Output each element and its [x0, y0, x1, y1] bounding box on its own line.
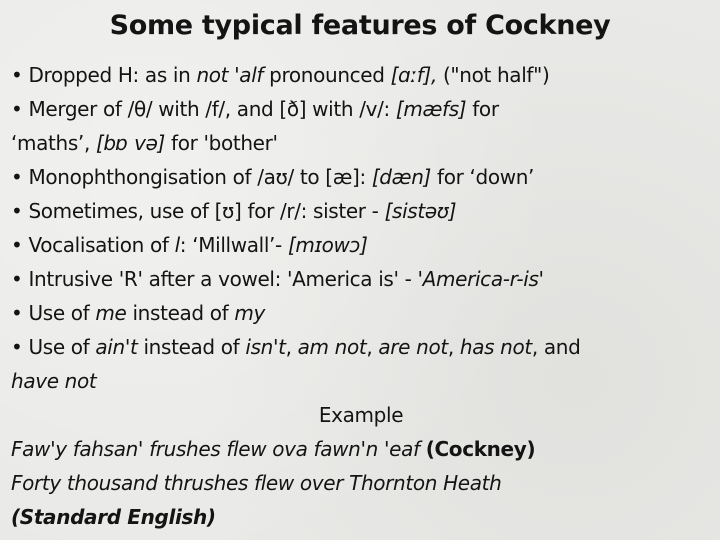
bullet-italic-text: am not [297, 335, 367, 359]
bullet-italic-text: [sistəʊ] [384, 199, 457, 223]
example-standard-label-line [11, 500, 711, 534]
bullet-text: , [366, 335, 379, 359]
bullet-text: instead of [137, 335, 246, 359]
bullet-text: for [466, 97, 499, 121]
bullet-text: for 'bother' [165, 131, 278, 155]
bullet-italic-text: 'America-r-is' [417, 267, 544, 291]
slide-title: Some typical features of Cockney [109, 10, 611, 41]
example-cockney [11, 432, 711, 466]
bullet-italic-text: [mæfs] [395, 97, 467, 121]
bullet-text: : ‘Millwall’- [179, 233, 288, 257]
bullet-text: , [447, 335, 460, 359]
bullet-aint-continued [11, 364, 711, 398]
bullet-text: • Use of [11, 335, 96, 359]
bullet-text: • Monophthongisation of /aʊ/ to [æ]: [11, 165, 372, 189]
bullet-text: • Use of [11, 301, 96, 325]
bullet-text: • Sometimes, use of [ʊ] for /r/: sister - [11, 199, 385, 223]
bullet-italic-text: not 'alf [196, 63, 264, 87]
bullet-dropped-h [11, 58, 711, 92]
bullet-r-vocalisation [11, 194, 711, 228]
bullet-italic-text: have not [11, 369, 97, 393]
example-cockney-text: Faw'y fahsan' frushes flew ova fawn'n 'eaf [11, 437, 420, 461]
example-standard-label: (Standard English) [11, 505, 216, 529]
bullet-intrusive-r [11, 262, 711, 296]
bullet-text: instead of [126, 301, 235, 325]
bullet-italic-text: [ɑːf], [390, 63, 437, 87]
bullet-text: • Intrusive 'R' after a vowel: 'America is' - [11, 267, 418, 291]
bullet-text: for ‘down’ [431, 165, 535, 189]
bullet-l-vocalisation [11, 228, 711, 262]
bullet-text: ("not half") [436, 63, 550, 87]
bullet-aint [11, 330, 711, 364]
bullet-italic-text: [bɒ və] [95, 131, 166, 155]
bullet-th-fronting-continued [11, 126, 711, 160]
example-cockney-label: (Cockney) [425, 437, 536, 461]
bullet-text: , and [531, 335, 581, 359]
bullet-italic-text: me [95, 301, 127, 325]
bullet-italic-text: [dæn] [371, 165, 431, 189]
bullet-monophthongisation [11, 160, 711, 194]
bullet-text: ‘maths’, [11, 131, 96, 155]
bullet-italic-text: my [234, 301, 265, 325]
bullet-th-fronting [11, 92, 711, 126]
example-standard-text: Forty thousand thrushes flew over Thornton Heath [11, 471, 502, 495]
example-heading [11, 398, 711, 432]
example-standard [11, 466, 711, 500]
bullet-text: • Merger of /θ/ with /f/, and [ð] with /v/: [11, 97, 396, 121]
bullet-text: , [285, 335, 298, 359]
bullet-text: • Dropped H: as in [11, 63, 197, 87]
bullet-italic-text: ain't [95, 335, 138, 359]
bullet-italic-text: [mɪowɔ] [287, 233, 368, 257]
bullet-me-for-my [11, 296, 711, 330]
example-heading-text: Example [318, 403, 404, 427]
bullet-text: • Vocalisation of [11, 233, 175, 257]
bullet-text: pronounced [263, 63, 391, 87]
slide-body [11, 58, 711, 534]
bullet-italic-text: has not [459, 335, 532, 359]
bullet-italic-text: l [174, 233, 180, 257]
bullet-italic-text: are not [378, 335, 448, 359]
bullet-italic-text: isn't [245, 335, 286, 359]
